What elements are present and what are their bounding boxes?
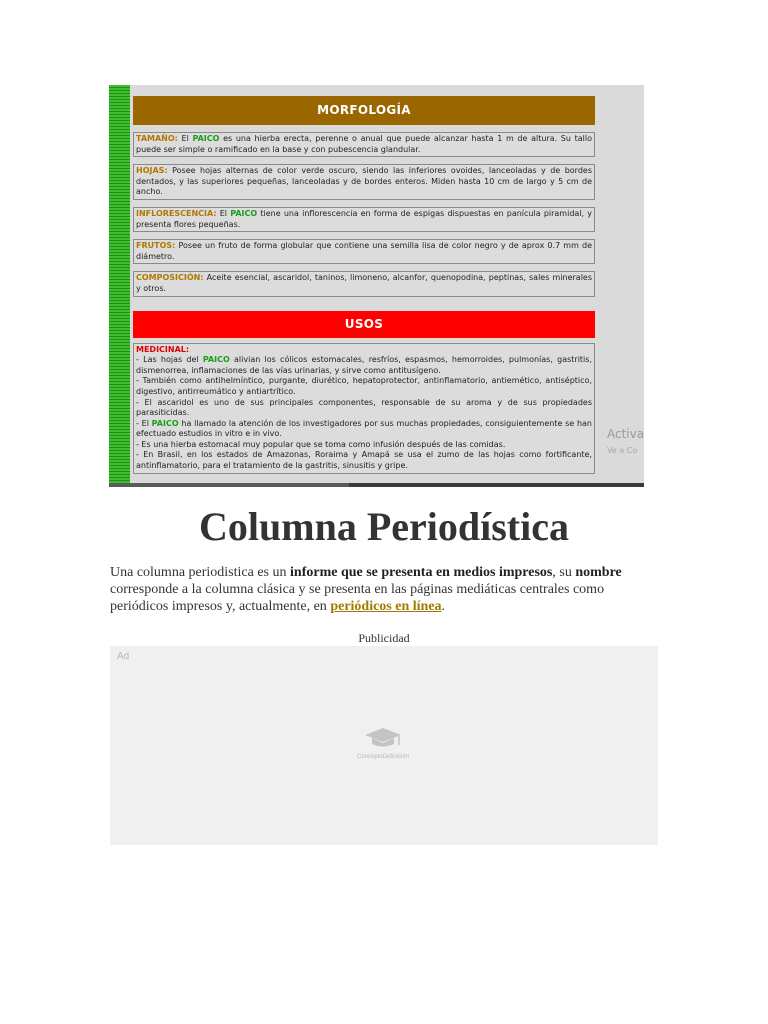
morfologia-header: MORFOLOGÍA <box>133 96 595 125</box>
inflorescencia-box: INFLORESCENCIA: El PAICO tiene una inflorescencia en forma de espigas dispuestas en panícula piramidal, y presenta flores pequeñas. <box>133 207 595 232</box>
embedded-screenshot <box>109 85 644 487</box>
usos-header: USOS <box>133 311 595 338</box>
periodicos-en-linea-link[interactable]: periódicos en línea <box>330 599 442 614</box>
green-stripe-decoration <box>109 85 130 487</box>
frutos-box: FRUTOS: Posee un fruto de forma globular que contiene una semilla lisa de color negro y de aprox 0.7 mm de diámetro. <box>133 239 595 264</box>
ad-tag: Ad <box>117 651 130 662</box>
usos-medicinal-box: MEDICINAL: - Las hojas del PAICO alivian los cólicos estomacales, resfríos, espasmos, hemorroides, pulmonías, gastritis, dismenorrea, inflamaciones de las vías urinarias, y sirve como antitusígeno. - También como antihelmíntico, purgante, diurético, hepatoprotector, antinflamatorio, antiemético, antiséptico, digestivo, antirreumático y antiartrítico. - El ascaridol es uno de sus principales componentes, responsable de su aroma y de sus propiedades parasiticidas. - El PAICO ha llamado la atención de los investigadores por sus muchas propiedades, consiguientemente se han efectuado estudios in vitro e in vivo. - Es una hierba estomacal muy popular que se toma como infusión después de las comidas. - En Brasil, en los estados de Amazonas, Roraima y Amapá se usa el zumo de las hojas como fortificante, antinflamatorio, para el tratamiento de la gastritis, sinusitis y gripe. <box>133 343 595 474</box>
publicidad-label: Publicidad <box>358 631 410 645</box>
graduation-cap-icon <box>363 726 403 748</box>
hojas-box: HOJAS: Posee hojas alternas de color verde oscuro, siendo las inferiores ovoides, lanceoladas y de bordes dentados, y las superiores pequeñas, lanceoladas y de bordes enteros. Miden hasta 10 cm de largo y 5 cm de ancho. <box>133 164 595 200</box>
ad-logo <box>347 726 419 766</box>
tamano-box: TAMAÑO: El PAICO es una hierba erecta, perenne o anual que puede alcanzar hasta 1 m de altura. Su tallo puede ser simple o ramificado en la base y con pubescencia glandular. <box>133 132 595 157</box>
ad-logo-text: ConceptoDefinición <box>356 754 410 760</box>
paico-info-panel <box>133 96 595 474</box>
ad-container[interactable] <box>110 646 658 845</box>
article-title: Columna Periodística <box>199 504 569 549</box>
composicion-box: COMPOSICIÓN: Aceite esencial, ascaridol, taninos, limoneno, alcanfor, quenopodina, peptinas, sales minerales y otros. <box>133 271 595 296</box>
activation-watermark-sub: Ve a Co <box>607 446 638 455</box>
activation-watermark: Activa <box>607 427 644 441</box>
screenshot-scrollbar <box>109 483 644 487</box>
article-paragraph: Una columna periodistica es un informe que se presenta en medios impresos, su nombre corresponde a la columna clásica y se presenta en las páginas mediáticas centrales como periódicos impresos y, actualmente, en periódicos en línea. <box>110 565 622 614</box>
